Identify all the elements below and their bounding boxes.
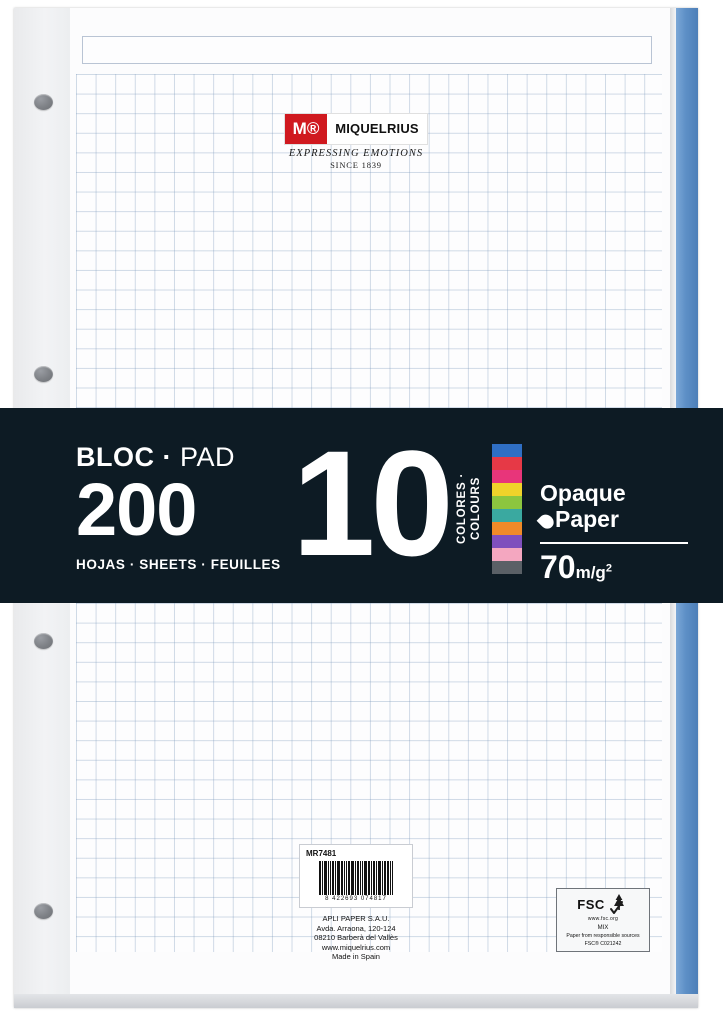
fsc-mark-text: FSC — [577, 896, 605, 912]
fsc-description: Paper from responsible sources — [566, 933, 640, 939]
banner-title-alt: PAD — [180, 442, 236, 472]
colors-count: 10 — [292, 419, 449, 587]
opaque-line-1: Opaque — [540, 480, 626, 506]
color-swatch — [492, 457, 522, 470]
fsc-tree-checkmark-icon — [609, 893, 629, 915]
address-line: 08210 Barberà del Vallès — [314, 933, 398, 942]
address-line: Avda. Arraona, 120-124 — [316, 923, 396, 933]
product-code: MR7481 — [306, 849, 337, 858]
colors-label — [455, 448, 483, 568]
punch-hole — [34, 94, 53, 110]
manufacturer-address — [261, 914, 451, 962]
banner-title-separator: · — [162, 442, 173, 472]
punch-hole — [34, 903, 53, 919]
fsc-license-code: FSC® C021242 — [584, 941, 622, 948]
fsc-mix-label: MIX — [597, 925, 609, 931]
water-drop-icon — [537, 512, 557, 532]
brand-logo — [284, 113, 428, 170]
color-swatch — [492, 483, 522, 496]
color-swatch — [492, 548, 522, 561]
color-swatch — [492, 535, 522, 548]
punch-hole — [34, 366, 53, 382]
color-swatch — [492, 470, 522, 483]
fsc-lockup — [560, 893, 646, 915]
address-line: APLI PAPER S.A.U. — [322, 914, 390, 923]
brand-tagline: EXPRESSING EMOTIONS — [288, 148, 424, 159]
paper-weight-unit-text: m/g — [575, 563, 606, 582]
address-line: www.miquelrius.com — [321, 942, 391, 952]
punch-hole — [34, 633, 53, 649]
barcode-digits: 8 422693 074817 — [325, 896, 387, 902]
opaque-line-2-wrap — [540, 506, 626, 532]
fsc-badge — [556, 888, 650, 952]
banner-title-main: BLOC — [76, 442, 155, 472]
color-swatch — [492, 522, 522, 535]
fsc-url: www.fsc.org — [587, 916, 619, 922]
paper-weight — [540, 550, 612, 590]
brand-since: SINCE 1839 — [330, 160, 382, 170]
sheet-count: 200 — [76, 468, 197, 551]
color-swatch — [492, 444, 522, 457]
address-line: Made in Spain — [332, 952, 380, 961]
colors-label-es: COLORES · COLOURS — [456, 472, 482, 544]
banner-divider — [540, 542, 688, 544]
paper-weight-unit-exponent: 2 — [605, 562, 612, 575]
color-swatches — [492, 444, 522, 574]
header-box — [82, 36, 652, 64]
sheet-words: HOJAS · SHEETS · FEUILLES — [76, 557, 281, 573]
opaque-line-2: Paper — [555, 506, 619, 532]
brand-name: MIQUELRIUS — [335, 121, 419, 136]
color-swatch — [492, 561, 522, 574]
product-banner — [0, 408, 723, 603]
color-swatch — [492, 496, 522, 509]
pad-bottom-edge — [14, 994, 698, 1008]
color-swatch — [492, 509, 522, 522]
paper-weight-value: 70 — [540, 549, 576, 585]
logo-lockup — [284, 113, 428, 145]
banner-left-block — [76, 444, 286, 572]
paper-weight-unit — [576, 563, 612, 582]
barcode-icon — [306, 861, 406, 895]
logo-mark-icon: M® — [285, 114, 327, 144]
opaque-paper-text — [540, 480, 626, 532]
banner-title — [76, 444, 286, 471]
barcode-label — [299, 844, 413, 908]
